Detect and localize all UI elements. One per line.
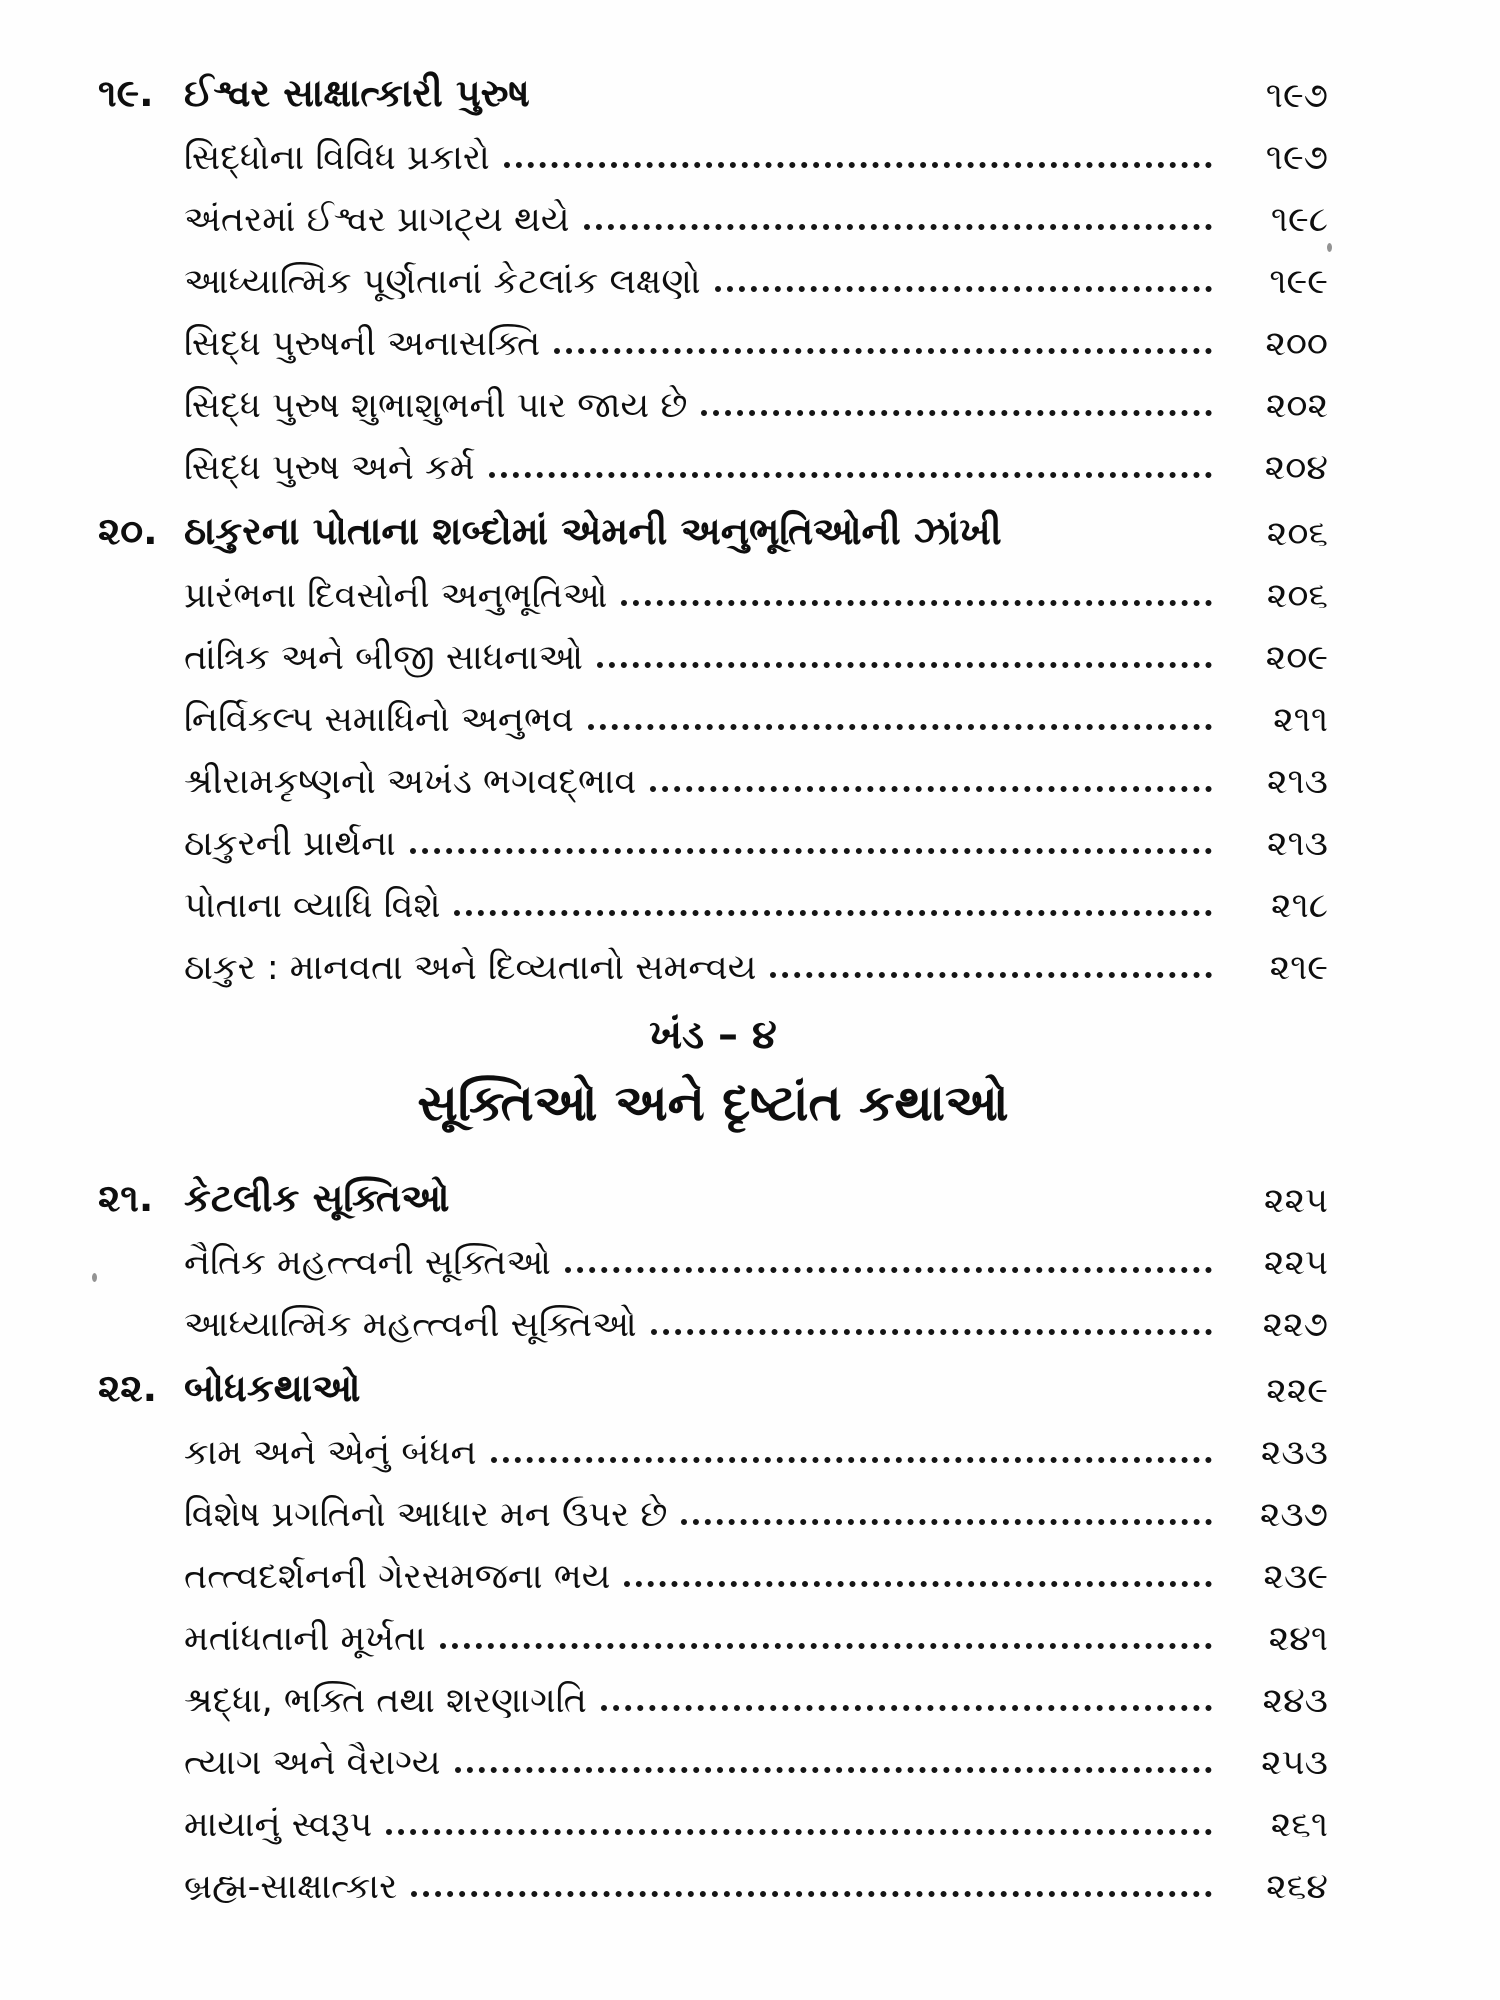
- dot-leader: [386, 1829, 1212, 1835]
- page-number: ૨૩૩: [1260, 1432, 1328, 1473]
- page-number: ૧૯૭: [1265, 137, 1328, 178]
- entry-title: અંતરમાં ઈશ્વર પ્રાગટ્ય થયે: [184, 199, 570, 240]
- dot-leader: [624, 1581, 1212, 1587]
- page-number: ૨૬૪: [1266, 1866, 1328, 1907]
- toc-sub-row: [98, 740, 1328, 802]
- dot-leader: [454, 910, 1212, 916]
- dot-leader: [554, 348, 1212, 354]
- entry-title: વિશેષ પ્રગતિનો આધાર મન ઉપર છે: [184, 1494, 668, 1535]
- dot-leader: [770, 972, 1212, 978]
- page-number: ૨૦૦: [1265, 323, 1328, 364]
- toc-sub-row: [98, 178, 1328, 240]
- toc-sub-row: [98, 1659, 1328, 1721]
- entry-title: બ્રહ્મ-સાક્ષાત્કાર: [184, 1866, 398, 1907]
- page-number: ૨૫૩: [1261, 1742, 1328, 1783]
- toc-chapter-row: [98, 50, 1328, 116]
- entry-title: મતાંધતાની મૂર્ખતા: [184, 1618, 426, 1659]
- page-number: ૨૦૪: [1264, 447, 1328, 488]
- entry-title: નૈતિક મહત્ત્વની સૂક્તિઓ: [184, 1242, 551, 1283]
- dot-leader: [565, 1267, 1212, 1273]
- toc-sub-row: [98, 1535, 1328, 1597]
- dot-leader: [491, 1457, 1212, 1463]
- page-number: ૨૧૩: [1266, 761, 1328, 802]
- page-number: ૨૩૯: [1263, 1556, 1328, 1597]
- toc-sub-row: [98, 864, 1328, 926]
- entry-title: પ્રારંભના દિવસોની અનુભૂતિઓ: [184, 575, 608, 616]
- toc-sub-row: [98, 1783, 1328, 1845]
- entry-title: સિદ્ધ પુરુષ શુભાશુભની પાર જાય છે: [184, 385, 688, 426]
- entry-title: શ્રદ્ધા, ભક્તિ તથા શરણાગતિ: [184, 1680, 587, 1721]
- toc-chapter-row: [98, 488, 1328, 554]
- entry-title: નિર્વિકલ્પ સમાધિનો અનુભવ: [184, 699, 574, 740]
- page-number: ૨૧૧: [1273, 699, 1328, 740]
- dot-leader: [650, 786, 1212, 792]
- page-number: ૨૨૫: [1263, 1180, 1328, 1221]
- toc-sub-row: [98, 678, 1328, 740]
- toc-sub-row: [98, 1597, 1328, 1659]
- dot-leader: [588, 724, 1212, 730]
- dot-leader: [584, 224, 1212, 230]
- dot-leader: [681, 1519, 1212, 1525]
- toc-sub-row: [98, 554, 1328, 616]
- toc-sub-row: [98, 426, 1328, 488]
- page-number: ૧૯૭: [1265, 75, 1328, 116]
- page-number: ૨૧૯: [1269, 947, 1328, 988]
- page-number: ૨૧૩: [1266, 823, 1328, 864]
- dot-leader: [411, 1891, 1212, 1897]
- toc-sub-row: [98, 240, 1328, 302]
- page-number: ૨૨૫: [1263, 1242, 1328, 1283]
- chapter-number: ૧૯.: [98, 71, 154, 116]
- dot-leader: [651, 1329, 1212, 1335]
- entry-title: માયાનું સ્વરૂપ: [184, 1804, 373, 1845]
- entry-title: શ્રીરામકૃષ્ણનો અખંડ ભગવદ્ભાવ: [184, 761, 637, 802]
- entry-title: ઈશ્વર સાક્ષાત્કારી પુરુષ: [184, 71, 530, 116]
- toc-sub-row: [98, 1845, 1328, 1907]
- entry-title: આધ્યાત્મિક મહત્ત્વની સૂક્તિઓ: [184, 1304, 637, 1345]
- page-number: ૨૦૯: [1265, 637, 1328, 678]
- toc-sub-row: [98, 616, 1328, 678]
- scan-artifact: [92, 1273, 97, 1282]
- chapter-number: ૨૦.: [98, 509, 158, 554]
- page-number: ૨૨૭: [1262, 1304, 1328, 1345]
- toc-sub-row: [98, 1473, 1328, 1535]
- toc-sub-row: [98, 1411, 1328, 1473]
- page-number: ૨૨૯: [1266, 1370, 1328, 1411]
- dot-leader: [701, 410, 1212, 416]
- entry-title: કામ અને એનું બંધન: [184, 1432, 477, 1473]
- entry-title: પોતાના વ્યાધિ વિશે: [184, 885, 441, 926]
- chapter-number: ૨૨.: [98, 1366, 158, 1411]
- dot-leader: [601, 1705, 1212, 1711]
- entry-title: ઠાકુરના પોતાના શબ્દોમાં એમની અનુભૂતિઓની ઝાંખી: [184, 509, 1002, 554]
- dot-leader: [621, 600, 1212, 606]
- section-title-heading: સૂક્તિઓ અને દૃષ્ટાંત કથાઓ: [417, 1074, 1009, 1132]
- entry-title: સિદ્ધ પુરુષની અનાસક્તિ: [184, 323, 541, 364]
- section-kand-heading: ખંડ – ૪: [649, 1012, 777, 1058]
- entry-title: ત્યાગ અને વૈરાગ્ય: [184, 1742, 441, 1783]
- dot-leader: [455, 1767, 1212, 1773]
- scan-artifact: [1327, 243, 1332, 252]
- chapter-number: ૨૧.: [98, 1176, 154, 1221]
- entry-title: બોધકથાઓ: [184, 1366, 361, 1411]
- page-number: ૧૯૮: [1270, 199, 1328, 240]
- page-number: ૨૦૬: [1266, 513, 1328, 554]
- table-of-contents: [98, 50, 1328, 1907]
- entry-title: આધ્યાત્મિક પૂર્ણતાનાં કેટલાંક લક્ષણો: [184, 261, 701, 302]
- dot-leader: [597, 662, 1212, 668]
- dot-leader: [715, 286, 1212, 292]
- entry-title: તત્ત્વદર્શનની ગેરસમજના ભય: [184, 1556, 611, 1597]
- toc-sub-row: [98, 364, 1328, 426]
- toc-sub-row: [98, 1721, 1328, 1783]
- page-number: ૨૦૬: [1266, 575, 1328, 616]
- toc-sub-row: [98, 926, 1328, 988]
- entry-title: ઠાકુર : માનવતા અને દિવ્યતાનો સમન્વય: [184, 947, 757, 988]
- toc-sub-row: [98, 1283, 1328, 1345]
- toc-sub-row: [98, 1221, 1328, 1283]
- toc-sub-row: [98, 302, 1328, 364]
- entry-title: ઠાકુરની પ્રાર્થના: [184, 823, 396, 864]
- entry-title: તાંત્રિક અને બીજી સાધનાઓ: [184, 637, 584, 678]
- page-number: ૨૪૩: [1262, 1680, 1328, 1721]
- entry-title: સિદ્ધોના વિવિધ પ્રકારો: [184, 137, 490, 178]
- dot-leader: [440, 1643, 1212, 1649]
- dot-leader: [410, 848, 1212, 854]
- page-number: ૨૧૮: [1271, 885, 1328, 926]
- entry-title: સિદ્ધ પુરુષ અને કર્મ: [184, 447, 475, 488]
- toc-sub-row: [98, 802, 1328, 864]
- page-number: ૨૪૧: [1268, 1618, 1328, 1659]
- dot-leader: [504, 162, 1212, 168]
- page-number: ૨૩૭: [1259, 1494, 1328, 1535]
- entry-title: કેટલીક સૂક્તિઓ: [184, 1176, 450, 1221]
- page-number: ૧૯૯: [1269, 261, 1328, 302]
- page-number: ૨૬૧: [1270, 1804, 1328, 1845]
- page-number: ૨૦૨: [1265, 385, 1328, 426]
- toc-sub-row: [98, 116, 1328, 178]
- dot-leader: [489, 472, 1212, 478]
- toc-chapter-row: [98, 1345, 1328, 1411]
- toc-chapter-row: [98, 1155, 1328, 1221]
